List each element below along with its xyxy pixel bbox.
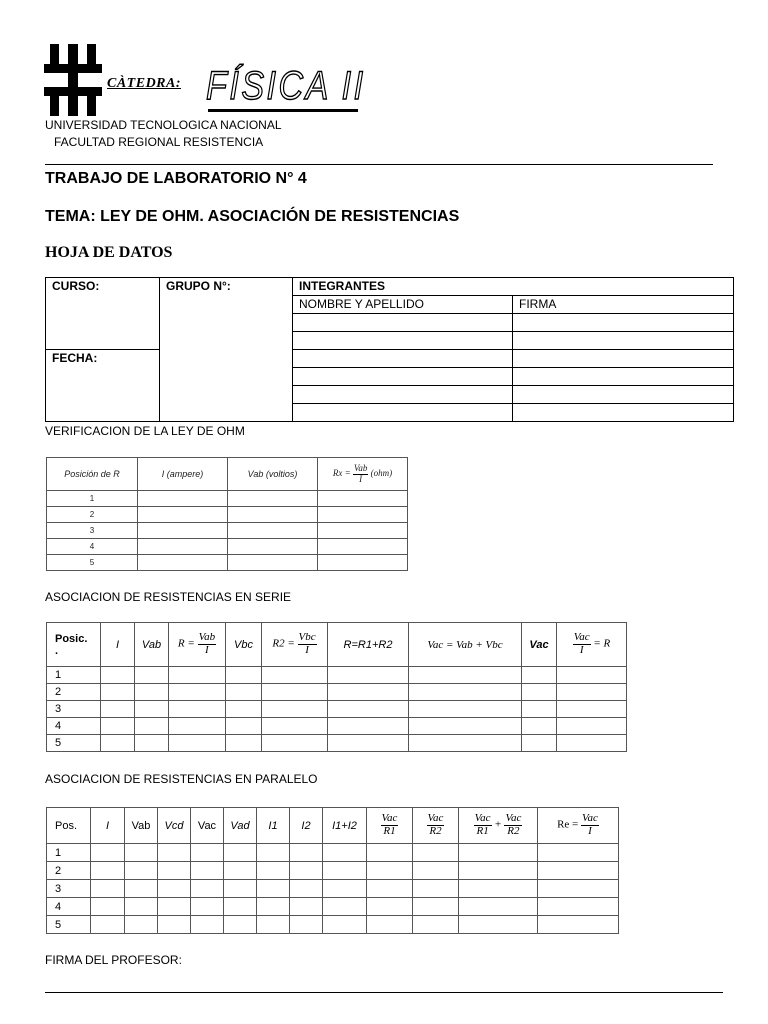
paralelo-data-cell[interactable] xyxy=(158,862,191,880)
serie-header-check xyxy=(557,623,627,667)
nombre-cell[interactable] xyxy=(293,404,513,422)
serie-data-cell[interactable] xyxy=(328,667,409,684)
serie-data-cell[interactable] xyxy=(169,701,226,718)
faculty-name: FACULTAD REGIONAL RESISTENCIA xyxy=(54,135,264,149)
paralelo-data-cell[interactable] xyxy=(459,844,538,862)
data-sheet-title: HOJA DE DATOS xyxy=(45,244,173,261)
paralelo-data-cell[interactable] xyxy=(91,844,125,862)
paralelo-row-number: 1 xyxy=(47,844,91,862)
check-rhs: = R xyxy=(593,638,611,651)
paralelo-header-re xyxy=(538,808,619,844)
paralelo-data-cell[interactable] xyxy=(224,880,257,898)
paralelo-data-cell[interactable] xyxy=(257,916,290,934)
serie-data-cell[interactable] xyxy=(226,735,262,752)
paralelo-data-cell[interactable] xyxy=(224,916,257,934)
table-row xyxy=(47,523,408,539)
paralelo-data-cell[interactable] xyxy=(191,898,224,916)
serie-header-vab: Vab xyxy=(135,623,169,667)
r-fraction xyxy=(198,632,217,656)
paralelo-data-cell[interactable] xyxy=(459,898,538,916)
serie-data-cell[interactable] xyxy=(522,735,557,752)
serie-data-cell[interactable] xyxy=(522,684,557,701)
paralelo-header-vab: Vab xyxy=(125,808,158,844)
f2-num: Vac xyxy=(427,812,444,825)
nombre-cell[interactable] xyxy=(293,368,513,386)
serie-data-cell[interactable] xyxy=(169,735,226,752)
serie-data-cell[interactable] xyxy=(226,684,262,701)
table-row xyxy=(47,718,627,735)
paralelo-data-cell[interactable] xyxy=(538,880,619,898)
ohm-data-cell[interactable] xyxy=(318,507,408,523)
materia-title: FÍSICA II xyxy=(206,64,366,108)
serie-data-cell[interactable] xyxy=(409,701,522,718)
check-den: I xyxy=(579,644,584,656)
ohm-header-position: Posición de R xyxy=(47,458,138,491)
integrantes-header: INTEGRANTES xyxy=(293,278,734,296)
table-row xyxy=(47,555,408,571)
serie-row-number: 3 xyxy=(47,701,101,718)
table-row xyxy=(47,880,619,898)
serie-section-label: ASOCIACION DE RESISTENCIAS EN SERIE xyxy=(45,590,292,604)
ohm-data-cell[interactable] xyxy=(228,555,318,571)
r-num: Vab xyxy=(198,631,216,644)
table-row xyxy=(47,862,619,880)
signature-line[interactable] xyxy=(45,992,723,993)
paralelo-data-cell[interactable] xyxy=(224,844,257,862)
check-fraction xyxy=(573,632,591,656)
nombre-cell[interactable] xyxy=(293,386,513,404)
paralelo-data-cell[interactable] xyxy=(158,898,191,916)
paralelo-data-cell[interactable] xyxy=(257,844,290,862)
paralelo-data-cell[interactable] xyxy=(91,880,125,898)
paralelo-data-cell[interactable] xyxy=(290,862,323,880)
paralelo-data-cell[interactable] xyxy=(125,880,158,898)
f3a-num: Vac xyxy=(474,812,491,825)
table-row xyxy=(47,916,619,934)
table-row xyxy=(47,539,408,555)
paralelo-row-number: 4 xyxy=(47,898,91,916)
serie-data-cell[interactable] xyxy=(557,718,627,735)
paralelo-data-cell[interactable] xyxy=(413,844,459,862)
serie-data-cell[interactable] xyxy=(522,701,557,718)
ohm-data-cell[interactable] xyxy=(138,491,228,507)
serie-header-vbc: Vbc xyxy=(226,623,262,667)
paralelo-data-cell[interactable] xyxy=(191,916,224,934)
serie-data-cell[interactable] xyxy=(262,684,328,701)
serie-row-number: 4 xyxy=(47,718,101,735)
ohm-section-label: VERIFICACION DE LA LEY DE OHM xyxy=(45,424,245,438)
paralelo-data-cell[interactable] xyxy=(158,844,191,862)
ohm-data-cell[interactable] xyxy=(228,539,318,555)
paralelo-header-vcd: Vcd xyxy=(158,808,191,844)
rx-fraction xyxy=(353,464,369,484)
ohm-data-cell[interactable] xyxy=(138,539,228,555)
paralelo-data-cell[interactable] xyxy=(290,844,323,862)
paralelo-data-cell[interactable] xyxy=(191,844,224,862)
paralelo-header-vad: Vad xyxy=(224,808,257,844)
ohm-data-cell[interactable] xyxy=(138,555,228,571)
nombre-cell[interactable] xyxy=(293,314,513,332)
f2-fraction xyxy=(427,813,445,837)
paralelo-row-number: 5 xyxy=(47,916,91,934)
paralelo-data-cell[interactable] xyxy=(257,880,290,898)
paralelo-header-i2: I2 xyxy=(290,808,323,844)
paralelo-data-cell[interactable] xyxy=(538,898,619,916)
re-fraction xyxy=(581,813,599,837)
paralelo-data-cell[interactable] xyxy=(91,862,125,880)
serie-header-posic xyxy=(47,623,101,667)
serie-data-cell[interactable] xyxy=(169,667,226,684)
ohm-data-cell[interactable] xyxy=(318,539,408,555)
serie-data-cell[interactable] xyxy=(262,701,328,718)
rx-den: I xyxy=(359,473,363,484)
table-row xyxy=(47,684,627,701)
f1-num: Vac xyxy=(381,812,398,825)
paralelo-data-cell[interactable] xyxy=(290,916,323,934)
university-name: UNIVERSIDAD TECNOLOGICA NACIONAL xyxy=(45,118,282,132)
paralelo-row-number: 2 xyxy=(47,862,91,880)
firma-cell[interactable] xyxy=(513,350,734,368)
re-lhs: Re = xyxy=(557,819,579,832)
paralelo-data-cell[interactable] xyxy=(224,898,257,916)
serie-data-cell[interactable] xyxy=(101,667,135,684)
paralelo-header-vac: Vac xyxy=(191,808,224,844)
ohm-header-current: I (ampere) xyxy=(138,458,228,491)
paralelo-data-cell[interactable] xyxy=(158,916,191,934)
grupo-cell[interactable] xyxy=(160,278,293,422)
paralelo-data-cell[interactable] xyxy=(367,844,413,862)
course-info-table xyxy=(45,277,734,422)
curso-label: CURSO: xyxy=(52,279,100,293)
serie-data-cell[interactable] xyxy=(328,735,409,752)
table-row xyxy=(47,667,627,684)
paralelo-data-cell[interactable] xyxy=(323,880,367,898)
serie-data-cell[interactable] xyxy=(262,667,328,684)
serie-data-cell[interactable] xyxy=(557,701,627,718)
paralelo-header-f2 xyxy=(413,808,459,844)
firma-cell[interactable] xyxy=(513,386,734,404)
serie-data-cell[interactable] xyxy=(328,701,409,718)
re-num: Vac xyxy=(582,812,598,825)
firma-header: FIRMA xyxy=(513,296,734,314)
paralelo-data-cell[interactable] xyxy=(125,862,158,880)
materia-underline xyxy=(208,109,358,112)
r-den: I xyxy=(204,644,209,656)
table-row xyxy=(47,701,627,718)
serie-data-cell[interactable] xyxy=(522,718,557,735)
paralelo-data-cell[interactable] xyxy=(413,916,459,934)
paralelo-data-cell[interactable] xyxy=(413,880,459,898)
paralelo-data-cell[interactable] xyxy=(367,916,413,934)
ohm-data-cell[interactable] xyxy=(138,523,228,539)
f2-den: R2 xyxy=(429,825,442,837)
paralelo-data-cell[interactable] xyxy=(459,916,538,934)
paralelo-data-cell[interactable] xyxy=(538,916,619,934)
posic-dot: . xyxy=(55,644,59,657)
paralelo-data-cell[interactable] xyxy=(413,898,459,916)
paralelo-data-cell[interactable] xyxy=(257,862,290,880)
paralelo-data-cell[interactable] xyxy=(257,898,290,916)
paralelo-data-cell[interactable] xyxy=(91,916,125,934)
r2-den: I xyxy=(305,644,309,656)
paralelo-header-i1: I1 xyxy=(257,808,290,844)
f3a-fraction xyxy=(474,813,492,837)
serie-data-cell[interactable] xyxy=(135,684,169,701)
paralelo-header-f3 xyxy=(459,808,538,844)
serie-data-cell[interactable] xyxy=(135,718,169,735)
ohm-header-voltage: Vab (voltios) xyxy=(228,458,318,491)
firma-cell[interactable] xyxy=(513,314,734,332)
serie-header-vac-eq: Vac = Vab + Vbc xyxy=(409,623,522,667)
paralelo-data-cell[interactable] xyxy=(125,844,158,862)
serie-data-cell[interactable] xyxy=(409,735,522,752)
paralelo-data-cell[interactable] xyxy=(290,880,323,898)
r2-fraction xyxy=(298,632,317,656)
serie-row-number: 5 xyxy=(47,735,101,752)
table-row xyxy=(47,491,408,507)
ohm-data-cell[interactable] xyxy=(228,523,318,539)
paralelo-header-i: I xyxy=(91,808,125,844)
f3-plus: + xyxy=(494,819,502,832)
serie-data-cell[interactable] xyxy=(101,701,135,718)
ohm-data-cell[interactable] xyxy=(318,491,408,507)
serie-data-cell[interactable] xyxy=(328,684,409,701)
paralelo-data-cell[interactable] xyxy=(290,898,323,916)
firma-cell[interactable] xyxy=(513,332,734,350)
rx-num: Vab xyxy=(353,463,368,474)
lab-title: TRABAJO DE LABORATORIO N° 4 xyxy=(45,170,307,187)
serie-data-cell[interactable] xyxy=(101,684,135,701)
serie-data-cell[interactable] xyxy=(226,718,262,735)
paralelo-data-cell[interactable] xyxy=(158,880,191,898)
rx-lhs: Rx = xyxy=(332,468,351,479)
catedra-label: CÀTEDRA: xyxy=(107,76,182,91)
posic-text: Posic. xyxy=(55,632,88,645)
serie-header-i: I xyxy=(101,623,135,667)
paralelo-data-cell[interactable] xyxy=(459,880,538,898)
serie-header-r xyxy=(169,623,226,667)
serie-data-cell[interactable] xyxy=(169,718,226,735)
paralelo-data-cell[interactable] xyxy=(323,898,367,916)
serie-data-cell[interactable] xyxy=(262,718,328,735)
serie-data-cell[interactable] xyxy=(135,735,169,752)
paralelo-data-cell[interactable] xyxy=(224,862,257,880)
paralelo-data-cell[interactable] xyxy=(191,880,224,898)
paralelo-data-cell[interactable] xyxy=(125,898,158,916)
ohm-row-number: 2 xyxy=(47,507,138,523)
paralelo-data-cell[interactable] xyxy=(367,880,413,898)
serie-row-number: 2 xyxy=(47,684,101,701)
check-num: Vac xyxy=(573,631,590,644)
serie-data-cell[interactable] xyxy=(169,684,226,701)
paralelo-section-label: ASOCIACION DE RESISTENCIAS EN PARALELO xyxy=(45,772,318,786)
serie-header-r2 xyxy=(262,623,328,667)
fecha-label: FECHA: xyxy=(52,351,98,365)
fecha-cell[interactable] xyxy=(46,350,160,422)
ohm-row-number: 5 xyxy=(47,555,138,571)
serie-data-cell[interactable] xyxy=(409,667,522,684)
paralelo-data-cell[interactable] xyxy=(323,844,367,862)
serie-data-cell[interactable] xyxy=(557,684,627,701)
table-row xyxy=(47,735,627,752)
ohm-row-number: 3 xyxy=(47,523,138,539)
paralelo-data-cell[interactable] xyxy=(459,862,538,880)
paralelo-data-cell[interactable] xyxy=(367,862,413,880)
serie-data-cell[interactable] xyxy=(226,667,262,684)
paralelo-data-cell[interactable] xyxy=(367,898,413,916)
f3b-den: R2 xyxy=(507,825,520,837)
f1-den: R1 xyxy=(383,825,396,837)
f3a-den: R1 xyxy=(476,825,489,837)
serie-data-cell[interactable] xyxy=(101,735,135,752)
f1-fraction xyxy=(381,813,399,837)
serie-table xyxy=(46,622,627,752)
paralelo-data-cell[interactable] xyxy=(323,916,367,934)
serie-data-cell[interactable] xyxy=(557,735,627,752)
ohm-data-cell[interactable] xyxy=(318,523,408,539)
paralelo-data-cell[interactable] xyxy=(191,862,224,880)
table-row xyxy=(47,507,408,523)
serie-data-cell[interactable] xyxy=(409,718,522,735)
paralelo-header-pos: Pos. xyxy=(47,808,91,844)
ohm-table xyxy=(46,457,408,571)
table-row xyxy=(47,898,619,916)
serie-data-cell[interactable] xyxy=(328,718,409,735)
paralelo-data-cell[interactable] xyxy=(538,844,619,862)
ohm-data-cell[interactable] xyxy=(228,491,318,507)
rx-unit: (ohm) xyxy=(370,468,393,479)
serie-header-rsum: R=R1+R2 xyxy=(328,623,409,667)
serie-header-vac: Vac xyxy=(522,623,557,667)
grupo-label: GRUPO N°: xyxy=(166,279,231,293)
serie-data-cell[interactable] xyxy=(522,667,557,684)
topic-title: TEMA: LEY DE OHM. ASOCIACIÓN DE RESISTENCIAS xyxy=(45,208,460,225)
paralelo-data-cell[interactable] xyxy=(91,898,125,916)
f3b-num: Vac xyxy=(505,812,522,825)
nombre-cell[interactable] xyxy=(293,350,513,368)
paralelo-row-number: 3 xyxy=(47,880,91,898)
utn-logo xyxy=(44,44,102,116)
nombre-header: NOMBRE Y APELLIDO xyxy=(293,296,513,314)
serie-data-cell[interactable] xyxy=(557,667,627,684)
ohm-header-resistance xyxy=(318,458,408,491)
r2-lhs: R2 = xyxy=(272,638,295,651)
paralelo-data-cell[interactable] xyxy=(125,916,158,934)
firma-cell[interactable] xyxy=(513,368,734,386)
serie-data-cell[interactable] xyxy=(135,701,169,718)
r2-num: Vbc xyxy=(298,631,316,644)
ohm-row-number: 1 xyxy=(47,491,138,507)
f3b-fraction xyxy=(504,813,522,837)
serie-data-cell[interactable] xyxy=(226,701,262,718)
header-rule xyxy=(45,164,713,165)
r-lhs: R = xyxy=(177,638,195,651)
paralelo-data-cell[interactable] xyxy=(323,862,367,880)
ohm-data-cell[interactable] xyxy=(318,555,408,571)
paralelo-table xyxy=(46,807,619,934)
paralelo-header-i1i2: I1+I2 xyxy=(323,808,367,844)
serie-data-cell[interactable] xyxy=(101,718,135,735)
paralelo-data-cell[interactable] xyxy=(413,862,459,880)
ohm-data-cell[interactable] xyxy=(138,507,228,523)
serie-data-cell[interactable] xyxy=(409,684,522,701)
firma-cell[interactable] xyxy=(513,404,734,422)
curso-cell[interactable] xyxy=(46,278,160,350)
paralelo-header-f1 xyxy=(367,808,413,844)
ohm-row-number: 4 xyxy=(47,539,138,555)
ohm-data-cell[interactable] xyxy=(228,507,318,523)
firma-profesor-label: FIRMA DEL PROFESOR: xyxy=(45,953,182,967)
serie-data-cell[interactable] xyxy=(135,667,169,684)
table-row xyxy=(47,844,619,862)
paralelo-data-cell[interactable] xyxy=(538,862,619,880)
serie-data-cell[interactable] xyxy=(262,735,328,752)
re-den: I xyxy=(588,825,592,837)
nombre-cell[interactable] xyxy=(293,332,513,350)
serie-row-number: 1 xyxy=(47,667,101,684)
